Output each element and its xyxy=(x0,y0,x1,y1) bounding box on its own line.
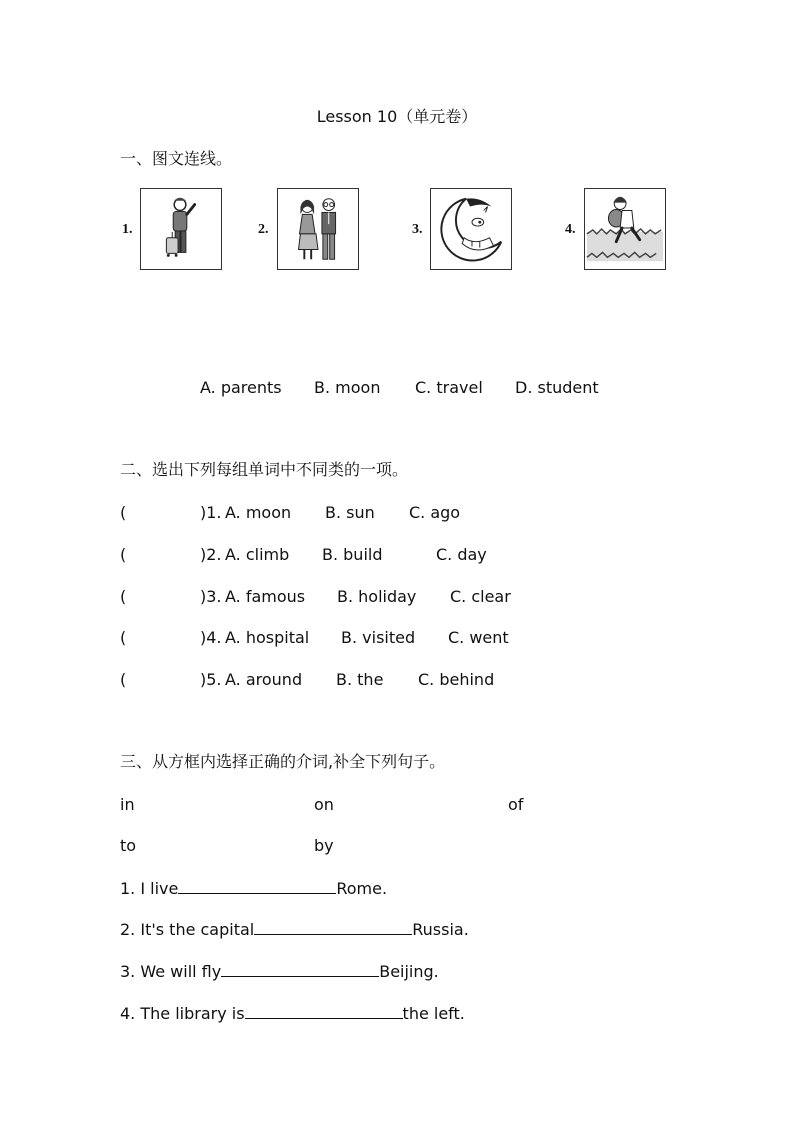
student-with-backpack-icon xyxy=(585,189,665,269)
section1-heading: 一、图文连线。 xyxy=(120,149,233,168)
parents-couple-icon xyxy=(278,189,358,269)
choice-c: C. went xyxy=(448,628,509,647)
choice-a: A. famous xyxy=(225,587,306,606)
section2-heading: 二、选出下列每组单词中不同类的一项。 xyxy=(120,460,409,479)
question-number: )1. xyxy=(200,503,222,522)
answer-blank[interactable] xyxy=(254,920,412,935)
picture-box-4 xyxy=(584,188,666,270)
option-b: B. moon xyxy=(314,378,381,397)
choice-b: B. visited xyxy=(341,628,416,647)
sentence-end: Russia. xyxy=(412,920,469,939)
choice-a: A. moon xyxy=(225,503,292,522)
option-d: D. student xyxy=(515,378,599,397)
choice-b: B. holiday xyxy=(337,587,417,606)
choice-a: A. hospital xyxy=(225,628,310,647)
sentence-end: Rome. xyxy=(336,879,388,898)
fill-sentence-1 xyxy=(120,879,387,897)
picture-box-3 xyxy=(430,188,512,270)
question-number: )5. xyxy=(200,670,222,689)
choice-c: C. ago xyxy=(409,503,461,522)
choice-a: A. climb xyxy=(225,545,290,564)
choice-b: B. sun xyxy=(325,503,375,522)
option-a: A. parents xyxy=(200,378,282,397)
choice-c: C. clear xyxy=(450,587,511,606)
answer-paren-open: ( xyxy=(120,628,127,647)
choice-c: C. behind xyxy=(418,670,495,689)
sentence-start: 1. I live xyxy=(120,879,179,898)
fill-sentence-3 xyxy=(120,962,439,980)
sentence-start: 3. We will fly xyxy=(120,962,222,981)
choice-c: C. day xyxy=(436,545,487,564)
page-title: Lesson 10（单元卷） xyxy=(316,107,478,126)
answer-paren-open: ( xyxy=(120,545,127,564)
sentence-start: 2. It's the capital xyxy=(120,920,255,939)
answer-paren-open: ( xyxy=(120,587,127,606)
word-box-item: of xyxy=(508,795,524,814)
word-box-item: to xyxy=(120,836,137,855)
choice-a: A. around xyxy=(225,670,303,689)
answer-blank[interactable] xyxy=(178,879,336,894)
question-number: )4. xyxy=(200,628,222,647)
crescent-moon-face-icon xyxy=(431,189,511,269)
fill-sentence-2 xyxy=(120,920,469,938)
picture-number-1: 1. xyxy=(122,222,133,237)
picture-box-2 xyxy=(277,188,359,270)
picture-number-2: 2. xyxy=(258,222,269,237)
word-box-item: by xyxy=(314,836,334,855)
answer-blank[interactable] xyxy=(221,962,379,977)
answer-paren-open: ( xyxy=(120,503,127,522)
sentence-start: 4. The library is xyxy=(120,1004,245,1023)
question-number: )2. xyxy=(200,545,222,564)
choice-b: B. the xyxy=(336,670,384,689)
word-box-item: in xyxy=(120,795,135,814)
picture-number-4: 4. xyxy=(565,222,576,237)
sentence-end: Beijing. xyxy=(379,962,439,981)
choice-b: B. build xyxy=(322,545,383,564)
question-number: )3. xyxy=(200,587,222,606)
picture-box-1 xyxy=(140,188,222,270)
traveler-with-suitcase-icon xyxy=(141,189,221,269)
answer-paren-open: ( xyxy=(120,670,127,689)
answer-blank[interactable] xyxy=(245,1004,403,1019)
option-c: C. travel xyxy=(415,378,483,397)
fill-sentence-4 xyxy=(120,1004,465,1022)
section3-heading: 三、从方框内选择正确的介词,补全下列句子。 xyxy=(120,752,446,771)
word-box-item: on xyxy=(314,795,334,814)
sentence-end: the left. xyxy=(402,1004,465,1023)
picture-number-3: 3. xyxy=(412,222,423,237)
